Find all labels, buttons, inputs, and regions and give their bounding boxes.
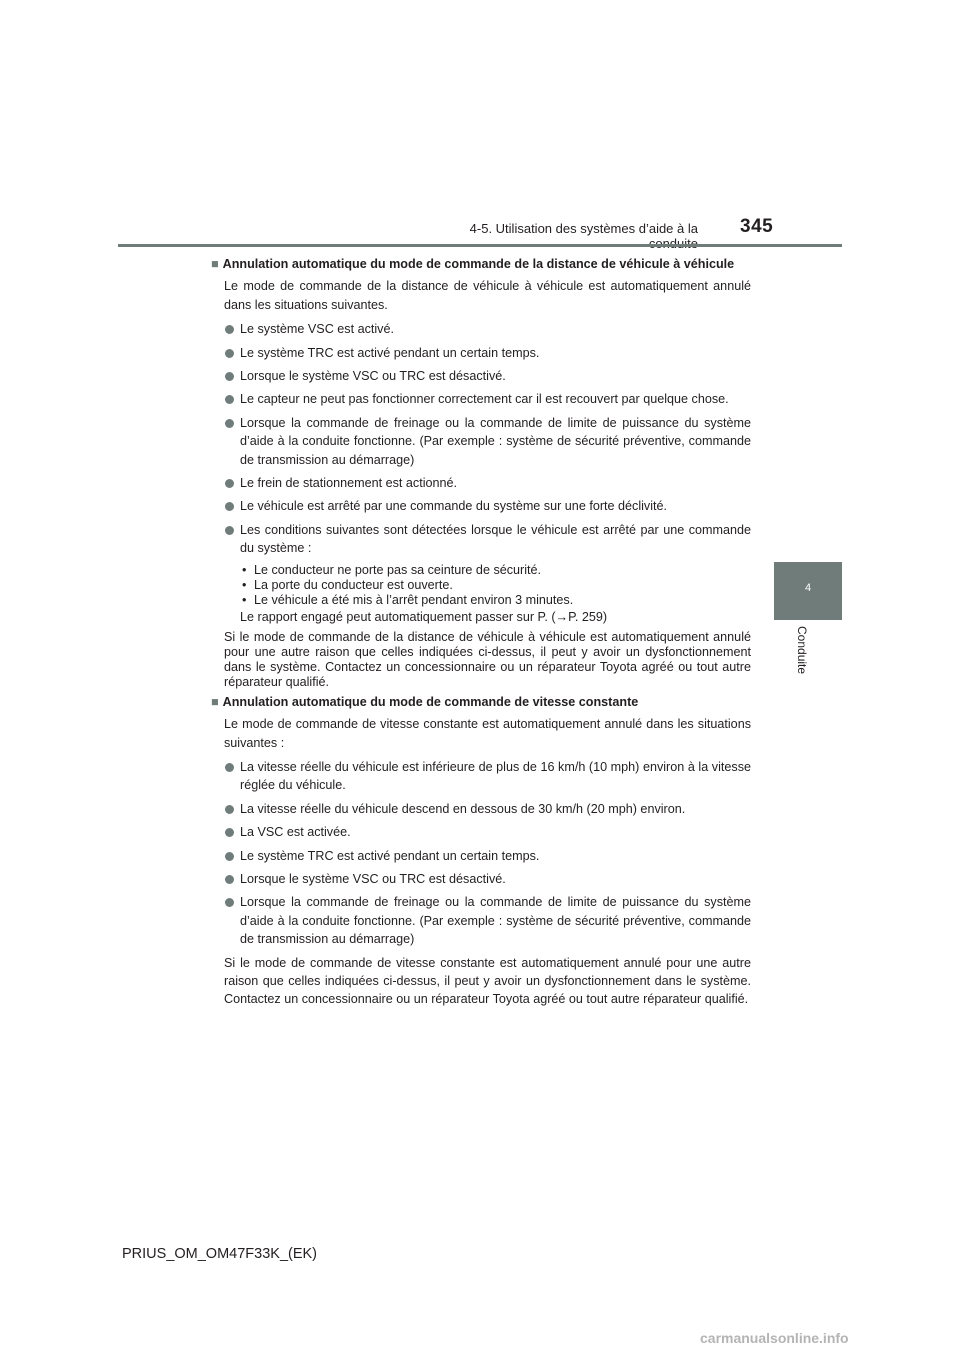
circle-bullet-icon (225, 898, 234, 907)
section-intro: Le mode de commande de vitesse constante est automatiquement annulé dans les situations suivantes : (224, 717, 751, 750)
watermark: carmanualsonline.info (700, 1330, 849, 1346)
list-item: Le capteur ne peut pas fonctionner correctement car il est recouvert par quelque chose. (211, 390, 751, 408)
chapter-label: Conduite (795, 626, 809, 675)
list-item: Les conditions suivantes sont détectées lorsque le véhicule est arrêté par une commande du système : (211, 521, 751, 558)
sub-list-item: • Le conducteur ne porte pas sa ceinture de sécurité. (242, 562, 542, 577)
list-item: Lorsque le système VSC ou TRC est désactivé. (211, 870, 751, 888)
dot-bullet-icon: • (242, 562, 247, 577)
list-item: La vitesse réelle du véhicule est inférieure de plus de 16 km/h (10 mph) environ à la vitesse réglée du véhicule. (211, 758, 751, 795)
header-rule (118, 244, 842, 247)
square-bullet-icon: ■ (211, 257, 219, 271)
circle-bullet-icon (225, 828, 234, 837)
square-bullet-icon: ■ (211, 694, 219, 709)
chapter-side (774, 620, 842, 700)
page-content (211, 255, 751, 1015)
sub-list (240, 563, 751, 608)
list-item: La VSC est activée. (211, 823, 751, 841)
section-heading: ■ Annulation automatique du mode de commande de la distance de véhicule à véhicule (211, 257, 735, 271)
list-item: Lorsque la commande de freinage ou la commande de limite de puissance du système d’aide à la conduite fonctionne. (Par exemple : système de sécurité préventive, commande de transmission au démarrage) (211, 893, 751, 948)
section-outro: Si le mode de commande de vitesse constante est automatiquement annulé pour une autre raison que celles indiquées ci-dessus, il peut y avoir un dysfonctionnement dans le système. Contactez un concessionnaire ou un réparateur Toyota agréé ou tout autre réparateur qualifié. (224, 955, 751, 1007)
dot-bullet-icon: • (242, 592, 247, 607)
circle-bullet-icon (225, 479, 234, 488)
list-item: Le système TRC est activé pendant un certain temps. (211, 847, 751, 865)
circle-bullet-icon (225, 526, 234, 535)
circle-bullet-icon (225, 325, 234, 334)
dot-bullet-icon: • (242, 577, 247, 592)
circle-bullet-icon (225, 419, 234, 428)
circle-bullet-icon (225, 763, 234, 772)
list-item: Lorsque la commande de freinage ou la commande de limite de puissance du système d’aide à la conduite fonctionne. (Par exemple : système de sécurité préventive, commande de transmission au démarrage) (211, 414, 751, 469)
document-code: PRIUS_OM_OM47F33K_(EK) (122, 1246, 318, 1262)
circle-bullet-icon (225, 805, 234, 814)
list-item: Lorsque le système VSC ou TRC est désactivé. (211, 367, 751, 385)
circle-bullet-icon (225, 372, 234, 381)
list-item: Le système TRC est activé pendant un certain temps. (211, 344, 751, 362)
list-item: Le système VSC est activé. (211, 320, 751, 338)
circle-bullet-icon (225, 875, 234, 884)
page-number: 345 (740, 216, 774, 237)
chapter-tab (774, 562, 842, 620)
circle-bullet-icon (225, 349, 234, 358)
sub-list-item: • Le véhicule a été mis à l’arrêt pendant environ 3 minutes. (242, 592, 574, 607)
circle-bullet-icon (225, 395, 234, 404)
list-item: La vitesse réelle du véhicule descend en dessous de 30 km/h (20 mph) environ. (211, 800, 751, 818)
section-intro: Le mode de commande de la distance de véhicule à véhicule est automatiquement annulé dans les situations suivantes. (224, 279, 751, 312)
circle-bullet-icon (225, 502, 234, 511)
chapter-number: 4 (804, 582, 812, 594)
section-outro: Si le mode de commande de la distance de véhicule à véhicule est automatiquement annulé pour une autre raison que celles indiquées ci-dessus, il peut y avoir un dysfonctionnement dans le système. Contactez un concessionnaire ou un réparateur Toyota agréé ou tout autre réparateur qualifié. (224, 629, 751, 689)
header-title: 4-5. Utilisation des systèmes d’aide à la (469, 221, 698, 236)
section-heading: ■ Annulation automatique du mode de commande de vitesse constante (211, 694, 639, 709)
sub-note: Le rapport engagé peut automatiquement passer sur P. (→P. 259) (240, 609, 608, 624)
list-item: Le véhicule est arrêté par une commande du système sur une forte déclivité. (211, 497, 751, 515)
sub-list-item: • La porte du conducteur est ouverte. (242, 577, 453, 592)
list-item: Le frein de stationnement est actionné. (211, 474, 751, 492)
circle-bullet-icon (225, 852, 234, 861)
